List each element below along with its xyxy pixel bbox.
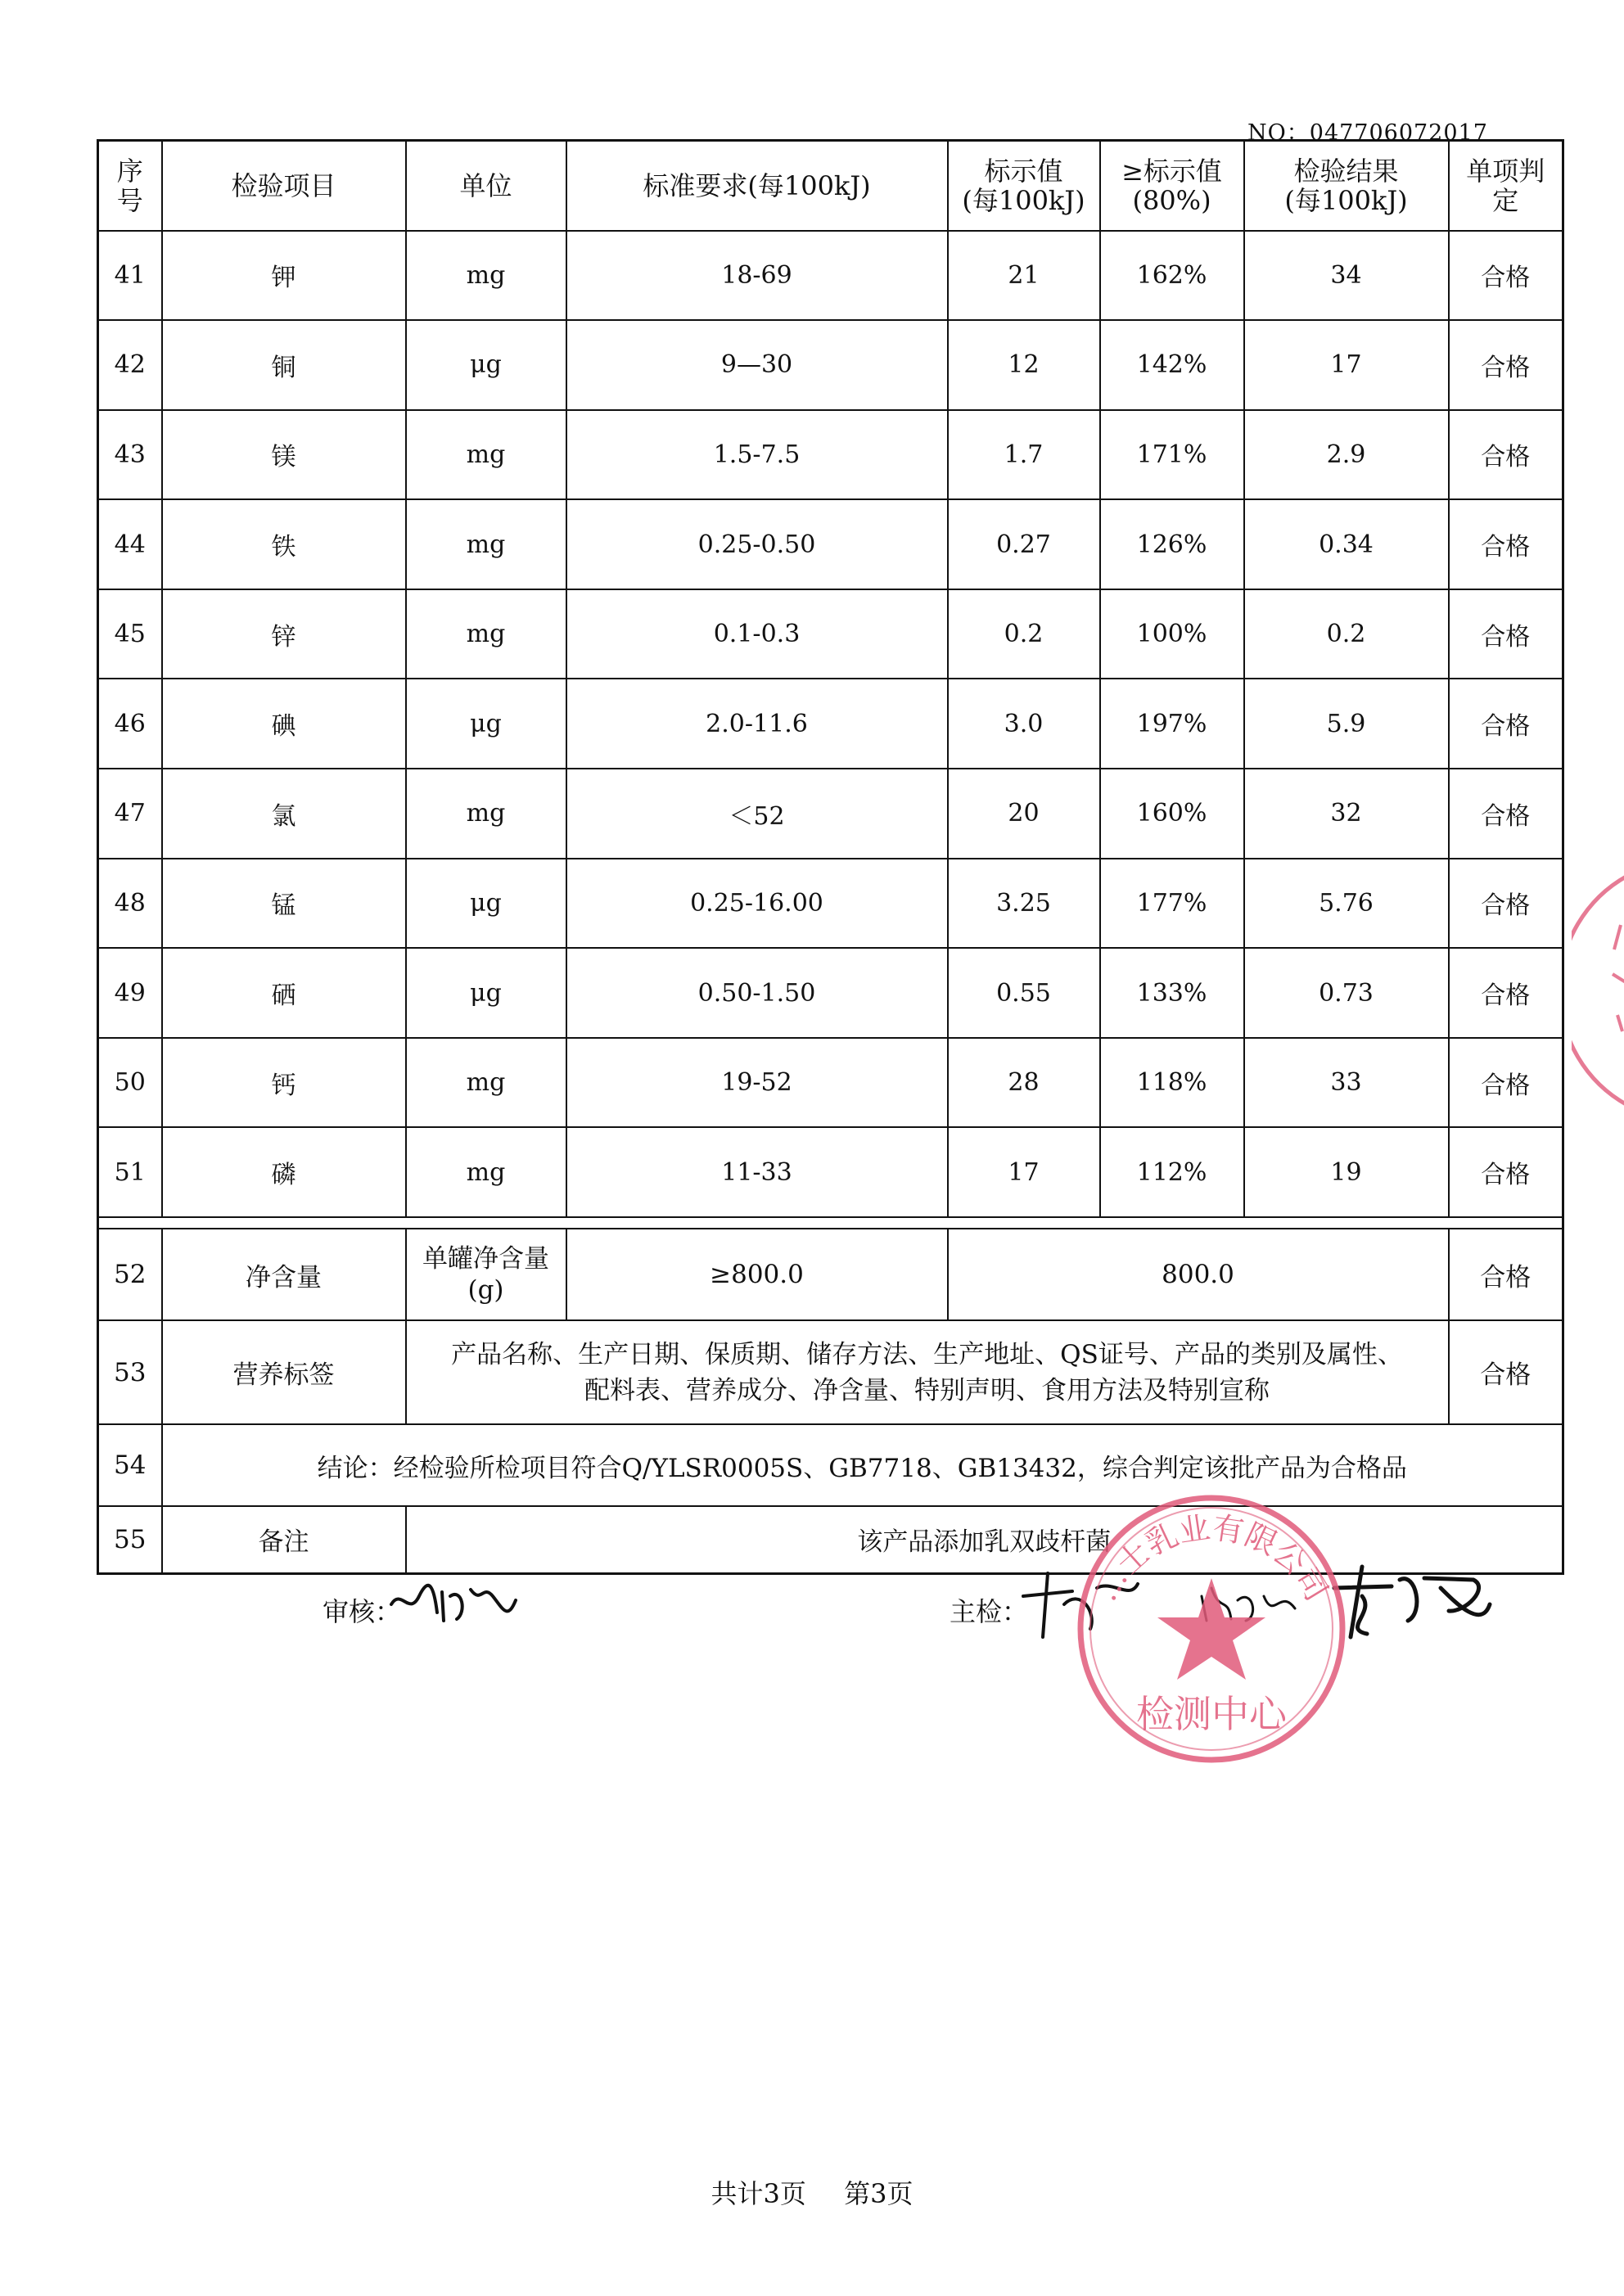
- header-result-line2: (每100kJ): [1284, 184, 1408, 216]
- header-label-value: [948, 141, 1100, 231]
- cell-judgement: 合格: [1449, 231, 1563, 321]
- cell-item: 铜: [162, 320, 406, 410]
- cell-seq: 52: [98, 1229, 162, 1320]
- table-row-net-content: [98, 1229, 1563, 1320]
- cell-item: 碘: [162, 679, 406, 769]
- cell-ratio: 160%: [1100, 769, 1244, 859]
- cell-ratio: 100%: [1100, 589, 1244, 679]
- cell-item: 钙: [162, 1038, 406, 1128]
- table-row: [98, 859, 1563, 949]
- cell-unit: μg: [406, 320, 566, 410]
- seal-ring-text: …士乳业有限公司: [1088, 1509, 1335, 1608]
- table-row: [98, 589, 1563, 679]
- cell-judgement: 合格: [1449, 948, 1563, 1038]
- cell-unit-line1: 单罐净含量: [422, 1244, 549, 1274]
- cell-result: 2.9: [1244, 410, 1449, 500]
- cell-judgement: 合格: [1449, 320, 1563, 410]
- inspector-signature-2: [1195, 1572, 1301, 1637]
- cell-unit: μg: [406, 859, 566, 949]
- header-judgement: 单项判定: [1449, 141, 1563, 231]
- table-row: [98, 679, 1563, 769]
- cell-judgement: 合格: [1449, 410, 1563, 500]
- cell-result: 0.34: [1244, 499, 1449, 589]
- table-row: [98, 410, 1563, 500]
- cell-label-value: 17: [948, 1127, 1100, 1217]
- cell-item: 钾: [162, 231, 406, 321]
- cell-seq: 47: [98, 769, 162, 859]
- cell-label-value: 3.25: [948, 859, 1100, 949]
- table-row: [98, 948, 1563, 1038]
- cell-item: 硒: [162, 948, 406, 1038]
- header-ratio-line1: ≥标示值: [1121, 155, 1222, 187]
- cell-ratio: 133%: [1100, 948, 1244, 1038]
- cell-item: 铁: [162, 499, 406, 589]
- cell-item: 锌: [162, 589, 406, 679]
- inspector-signature-3: [1326, 1555, 1498, 1645]
- cell-standard: 0.50-1.50: [566, 948, 948, 1038]
- cell-ratio: 118%: [1100, 1038, 1244, 1128]
- cell-seq: 41: [98, 231, 162, 321]
- cell-result: 19: [1244, 1127, 1449, 1217]
- cell-unit: [406, 1229, 566, 1320]
- header-label-value-line1: 标示值: [984, 155, 1063, 187]
- header-ratio: [1100, 141, 1244, 231]
- cell-seq: 43: [98, 410, 162, 500]
- cell-result: 34: [1244, 231, 1449, 321]
- cell-label-value: 20: [948, 769, 1100, 859]
- cell-standard: 2.0-11.6: [566, 679, 948, 769]
- table-row: [98, 320, 1563, 410]
- cell-judgement: 合格: [1449, 1127, 1563, 1217]
- table-row: [98, 499, 1563, 589]
- label-contents-line1: 产品名称、生产日期、保质期、储存方法、生产地址、QS证号、产品的类别及属性、: [451, 1339, 1403, 1369]
- page-counter: [0, 2173, 1624, 2211]
- cell-unit: mg: [406, 1127, 566, 1217]
- cell-judgement: 合格: [1449, 859, 1563, 949]
- cell-remarks: 该产品添加乳双歧杆菌: [406, 1506, 1563, 1573]
- header-ratio-line2: (80%): [1132, 184, 1211, 216]
- cell-judgement: 合格: [1449, 679, 1563, 769]
- cell-item: 镁: [162, 410, 406, 500]
- table-row-nutrition-label: [98, 1320, 1563, 1424]
- cell-ratio: 171%: [1100, 410, 1244, 500]
- cell-seq: 55: [98, 1506, 162, 1573]
- page-current: 第3页: [844, 2178, 914, 2209]
- page-total: 共计3页: [710, 2178, 806, 2209]
- cell-result: 17: [1244, 320, 1449, 410]
- cell-seq: 42: [98, 320, 162, 410]
- cell-item: 磷: [162, 1127, 406, 1217]
- cell-judgement: 合格: [1449, 769, 1563, 859]
- cell-result: 800.0: [948, 1229, 1449, 1320]
- cell-label-value: 0.2: [948, 589, 1100, 679]
- table-row: [98, 769, 1563, 859]
- cell-label-contents: [406, 1320, 1449, 1424]
- seal-center-text: 检测中心: [1136, 1692, 1287, 1736]
- cell-unit: mg: [406, 410, 566, 500]
- cell-unit-line2: (g): [467, 1275, 504, 1306]
- cell-unit: μg: [406, 948, 566, 1038]
- cell-unit: mg: [406, 769, 566, 859]
- header-item: 检验项目: [162, 141, 406, 231]
- cell-label-value: 0.27: [948, 499, 1100, 589]
- table-row: [98, 231, 1563, 321]
- cell-label-value: 1.7: [948, 410, 1100, 500]
- cell-result: 32: [1244, 769, 1449, 859]
- cell-unit: mg: [406, 589, 566, 679]
- header-standard: 标准要求(每100kJ): [566, 141, 948, 231]
- cell-unit: mg: [406, 499, 566, 589]
- cell-standard: 19-52: [566, 1038, 948, 1128]
- cell-seq: 49: [98, 948, 162, 1038]
- cell-item: 营养标签: [162, 1320, 406, 1424]
- inspector-signature-1: [1015, 1563, 1146, 1645]
- cell-judgement: 合格: [1449, 1229, 1563, 1320]
- cell-ratio: 142%: [1100, 320, 1244, 410]
- edge-seal: [1572, 868, 1624, 1113]
- cell-unit: μg: [406, 679, 566, 769]
- header-result: [1244, 141, 1449, 231]
- cell-item: 锰: [162, 859, 406, 949]
- cell-ratio: 162%: [1100, 231, 1244, 321]
- cell-standard: ＜52: [566, 769, 948, 859]
- cell-seq: 45: [98, 589, 162, 679]
- header-seq: 序号: [98, 141, 162, 231]
- cell-unit: mg: [406, 1038, 566, 1128]
- cell-standard: ≥800.0: [566, 1229, 948, 1320]
- auditor-signature: [385, 1572, 524, 1637]
- cell-unit: mg: [406, 231, 566, 321]
- cell-ratio: 112%: [1100, 1127, 1244, 1217]
- cell-result: 0.73: [1244, 948, 1449, 1038]
- cell-standard: 0.1-0.3: [566, 589, 948, 679]
- cell-label-value: 28: [948, 1038, 1100, 1128]
- cell-seq: 54: [98, 1424, 162, 1506]
- cell-seq: 46: [98, 679, 162, 769]
- cell-item: 氯: [162, 769, 406, 859]
- cell-standard: 1.5-7.5: [566, 410, 948, 500]
- cell-label-value: 3.0: [948, 679, 1100, 769]
- header-label-value-line2: (每100kJ): [962, 184, 1085, 216]
- table-header-row: [98, 141, 1563, 231]
- cell-seq: 44: [98, 499, 162, 589]
- cell-judgement: 合格: [1449, 1320, 1563, 1424]
- item-rows: [98, 231, 1563, 1218]
- cell-ratio: 126%: [1100, 499, 1244, 589]
- inspector-label: 主检：: [950, 1596, 1029, 1627]
- cell-item: 备注: [162, 1506, 406, 1573]
- cell-standard: 0.25-0.50: [566, 499, 948, 589]
- inspection-table: [97, 139, 1564, 1575]
- cell-standard: 9—30: [566, 320, 948, 410]
- cell-result: 5.9: [1244, 679, 1449, 769]
- cell-ratio: 197%: [1100, 679, 1244, 769]
- report-number: NO：047706072017: [1247, 120, 1488, 146]
- cell-label-value: 12: [948, 320, 1100, 410]
- table-row: [98, 1038, 1563, 1128]
- cell-judgement: 合格: [1449, 499, 1563, 589]
- cell-ratio: 177%: [1100, 859, 1244, 949]
- cell-standard: 18-69: [566, 231, 948, 321]
- cell-standard: 0.25-16.00: [566, 859, 948, 949]
- cell-conclusion: 结论：经检验所检项目符合Q/YLSR0005S、GB7718、GB13432，综合判定该批产品为合格品: [162, 1424, 1563, 1506]
- cell-judgement: 合格: [1449, 589, 1563, 679]
- cell-result: 33: [1244, 1038, 1449, 1128]
- cell-seq: 48: [98, 859, 162, 949]
- cell-label-value: 21: [948, 231, 1100, 321]
- header-result-line1: 检验结果: [1293, 155, 1399, 187]
- cell-seq: 53: [98, 1320, 162, 1424]
- summary-rows: [98, 1217, 1563, 1573]
- cell-result: 5.76: [1244, 859, 1449, 949]
- cell-label-value: 0.55: [948, 948, 1100, 1038]
- cell-item: 净含量: [162, 1229, 406, 1320]
- header-unit: 单位: [406, 141, 566, 231]
- cell-result: 0.2: [1244, 589, 1449, 679]
- table-row-conclusion: [98, 1424, 1563, 1506]
- separator-cell: [98, 1217, 1563, 1229]
- cell-judgement: 合格: [1449, 1038, 1563, 1128]
- table-separator: [98, 1217, 1563, 1229]
- cell-seq: 50: [98, 1038, 162, 1128]
- auditor-label: 审核：: [323, 1596, 402, 1627]
- label-contents-line2: 配料表、营养成分、净含量、特别声明、食用方法及特别宣称: [584, 1375, 1270, 1405]
- table-row: [98, 1127, 1563, 1217]
- cell-standard: 11-33: [566, 1127, 948, 1217]
- cell-seq: 51: [98, 1127, 162, 1217]
